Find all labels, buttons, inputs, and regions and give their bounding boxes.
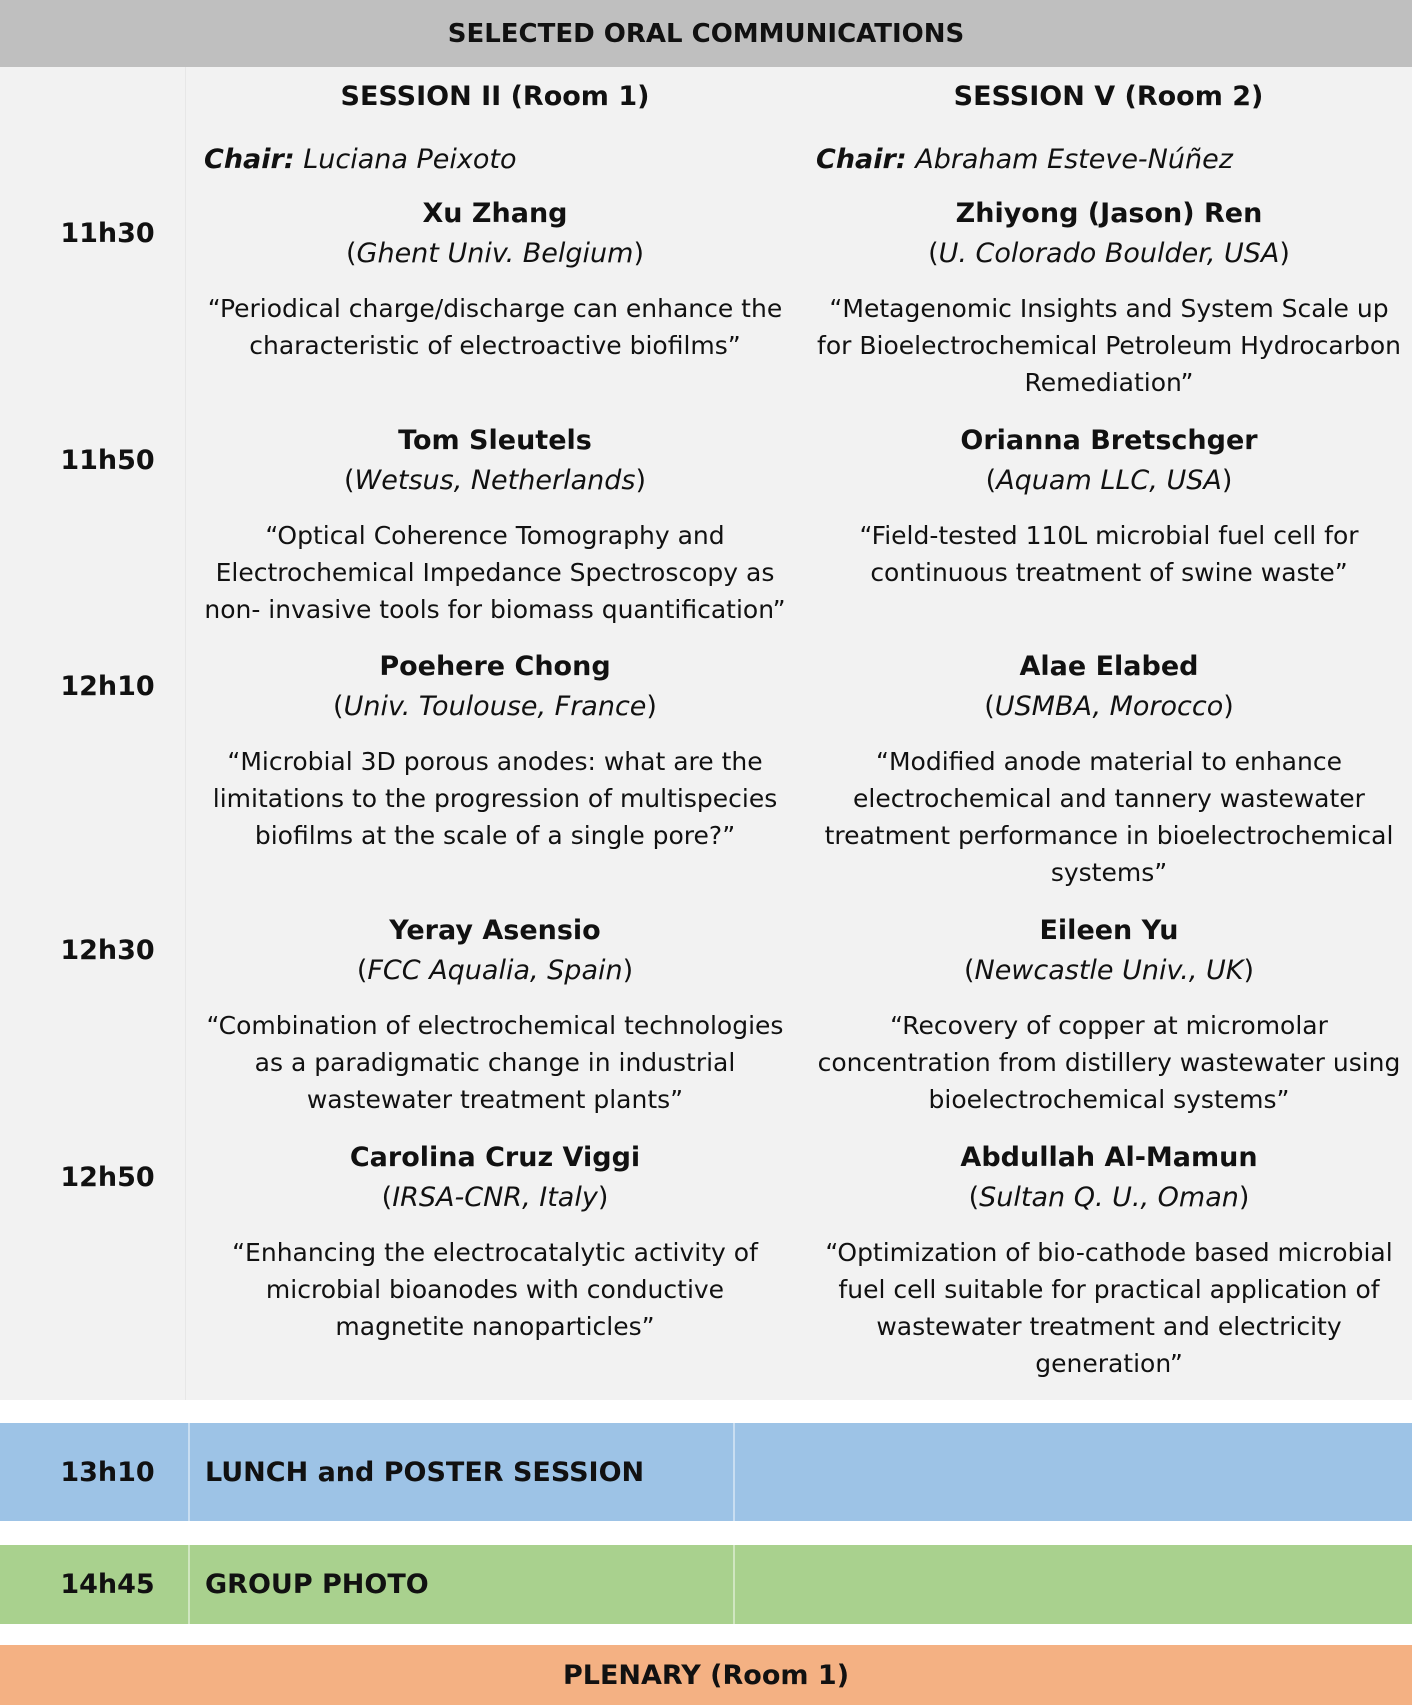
speaker-name: Orianna Bretschger [960,425,1258,456]
plenary-label: PLENARY (Room 1) [562,1659,850,1691]
session-ii-title: SESSION II (Room 1) [340,81,650,112]
affiliation-text: Newcastle Univ., UK [974,955,1244,986]
speaker-name: Alae Elabed [1019,651,1199,682]
slot-time-12h50: 12h50 [60,1162,155,1193]
slot-time-11h50: 11h50 [60,445,155,476]
time-column [0,67,186,1400]
talk-card [812,647,1406,891]
talk-card [812,421,1406,591]
chair-label: Chair: [204,144,295,175]
talk-title: “Periodical charge/discharge can enhance the characteristic of electroactive biofilms” [207,294,783,360]
speaker-name: Eileen Yu [1039,915,1179,946]
talk-card [200,421,790,628]
column-divider [733,1423,735,1521]
speaker-affiliation: (Ghent Univ. Belgium) [345,238,645,269]
speaker-name: Abdullah Al-Mamun [960,1142,1258,1173]
lunch-label: LUNCH and POSTER SESSION [205,1456,645,1488]
speaker-name: Poehere Chong [379,651,611,682]
lunch-time: 13h10 [60,1456,155,1488]
slot-time-12h30: 12h30 [60,935,155,966]
session-v-title: SESSION V (Room 2) [953,81,1264,112]
talk-title: “Modified anode material to enhance electrochemical and tannery wastewater treatment performance in bioelectrochemical systems” [824,747,1394,887]
speaker-affiliation: (Wetsus, Netherlands) [344,465,646,496]
slot-time-12h10: 12h10 [60,671,155,702]
affiliation-text: FCC Aqualia, Spain [367,955,623,986]
speaker-name: Tom Sleutels [398,425,592,456]
lunch-row [0,1423,1412,1521]
affiliation-text: Wetsus, Netherlands [354,465,636,496]
section-header [0,0,1412,67]
affiliation-text: USMBA, Morocco [994,691,1224,722]
talk-card [200,911,790,1118]
talk-title: “Enhancing the electrocatalytic activity of microbial bioanodes with conductive magnetite nanoparticles” [232,1238,758,1341]
talk-card [812,1138,1406,1382]
session-v-chair [816,144,1233,176]
speaker-name: Zhiyong (Jason) Ren [955,198,1263,229]
column-divider [188,1545,190,1624]
column-divider [188,1423,190,1521]
talk-card [200,647,790,854]
speaker-affiliation: (FCC Aqualia, Spain) [356,955,634,986]
talk-title: “Field-tested 110L microbial fuel cell for continuous treatment of swine waste” [859,521,1359,587]
chair-name: Abraham Esteve-Núñez [915,144,1233,175]
talk-card [200,194,790,364]
column-divider [733,1545,735,1624]
speaker-name: Xu Zhang [422,198,568,229]
talk-title: “Microbial 3D porous anodes: what are the limitations to the progression of multispecies biofilms at the scale of a single pore?” [212,747,778,850]
affiliation-text: Univ. Toulouse, France [343,691,647,722]
affiliation-text: Aquam LLC, USA [996,465,1222,496]
talk-title: “Metagenomic Insights and System Scale up for Bioelectrochemical Petroleum Hydrocarbon Remediation” [817,294,1401,397]
speaker-affiliation: (U. Colorado Boulder, USA) [928,238,1290,269]
talk-title: “Optimization of bio-cathode based microbial fuel cell suitable for practical application of wastewater treatment and electricity generation” [825,1238,1393,1378]
speaker-name: Yeray Asensio [389,915,601,946]
affiliation-text: IRSA-CNR, Italy [392,1182,598,1213]
talk-card [200,1138,790,1345]
speaker-affiliation: (Newcastle Univ., UK) [963,955,1255,986]
chair-name: Luciana Peixoto [303,144,517,175]
group-photo-row [0,1545,1412,1624]
speaker-affiliation: (USMBA, Morocco) [984,691,1234,722]
affiliation-text: U. Colorado Boulder, USA [938,238,1280,269]
session-ii-chair [204,144,517,176]
affiliation-text: Ghent Univ. Belgium [356,238,634,269]
plenary-row [0,1645,1412,1705]
speaker-name: Carolina Cruz Viggi [349,1142,641,1173]
talk-title: “Optical Coherence Tomography and Electrochemical Impedance Spectroscopy as non- invasive tools for biomass quantification” [204,521,786,624]
affiliation-text: Sultan Q. U., Oman [979,1182,1239,1213]
slot-time-11h30: 11h30 [60,218,155,249]
speaker-affiliation: (Aquam LLC, USA) [985,465,1233,496]
photo-time: 14h45 [60,1569,155,1600]
photo-label: GROUP PHOTO [205,1569,429,1600]
speaker-affiliation: (Univ. Toulouse, France) [333,691,657,722]
chair-label: Chair: [816,144,907,175]
talk-title: “Combination of electrochemical technologies as a paradigmatic change in industrial wastewater treatment plants” [206,1011,784,1114]
sessions-table [0,67,1412,1400]
talk-title: “Recovery of copper at micromolar concentration from distillery wastewater using bioelectrochemical systems” [817,1011,1401,1114]
talk-card [812,194,1406,401]
talk-card [812,911,1406,1118]
speaker-affiliation: (IRSA-CNR, Italy) [381,1182,609,1213]
section-title: SELECTED ORAL COMMUNICATIONS [447,18,965,49]
speaker-affiliation: (Sultan Q. U., Oman) [968,1182,1250,1213]
